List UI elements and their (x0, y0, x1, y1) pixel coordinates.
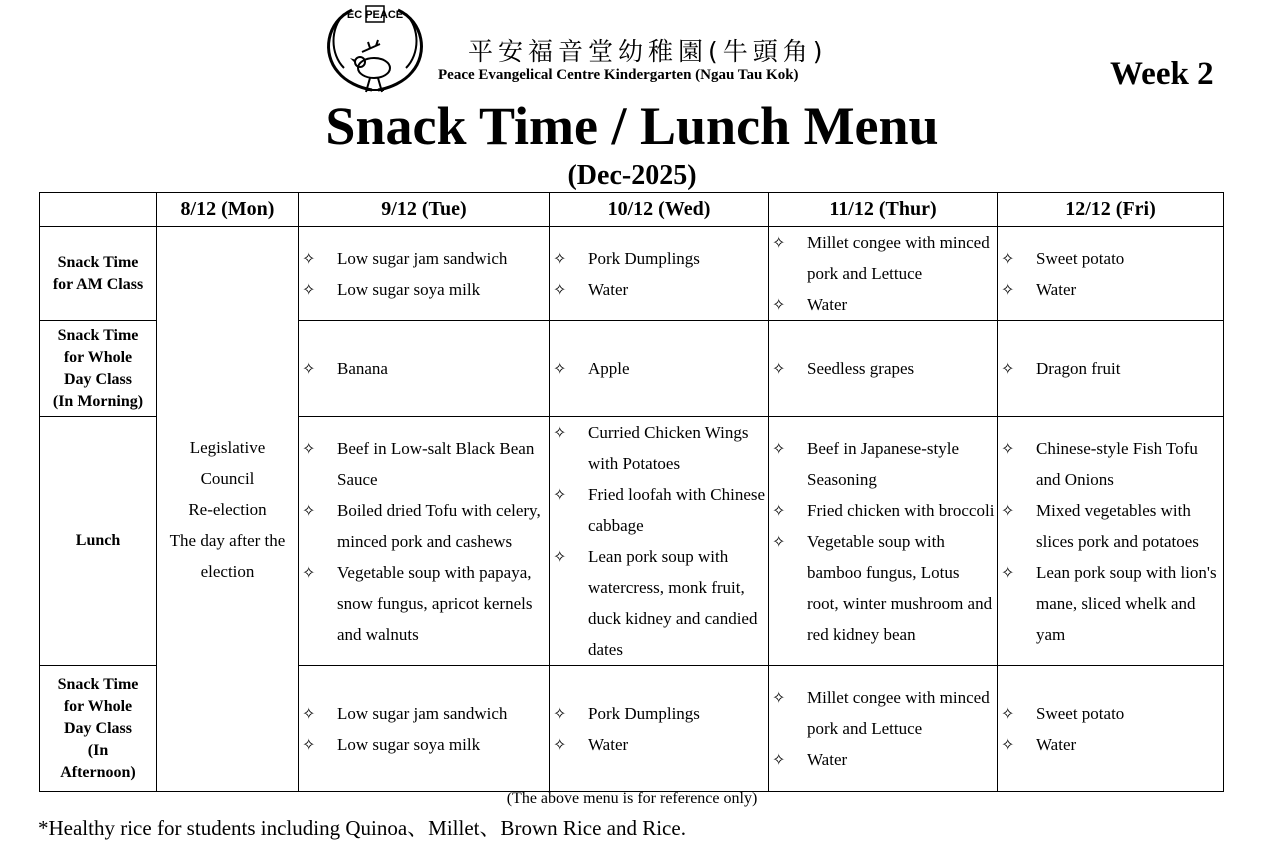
menu-item (299, 353, 549, 384)
day-header: 10/12 (Wed) (550, 193, 769, 227)
menu-item-text: Vegetable soup with bamboo fungus, Lotus root, winter mushroom and red kidney bean (807, 531, 993, 644)
menu-item (769, 433, 997, 495)
menu-item (550, 274, 768, 305)
menu-item-text: Low sugar jam sandwich (337, 703, 508, 723)
sparkle-bullet-icon: ✧ (553, 547, 567, 566)
sparkle-bullet-icon: ✧ (553, 423, 567, 442)
menu-cell (299, 321, 550, 417)
header-row (40, 193, 1224, 227)
menu-item-text: Apple (588, 359, 630, 378)
menu-item (998, 353, 1223, 384)
menu-item-text: Water (807, 750, 848, 769)
menu-cell (998, 417, 1224, 666)
menu-item-text: Water (588, 279, 629, 299)
label-line: Snack Time (57, 675, 139, 693)
sparkle-bullet-icon: ✧ (553, 703, 567, 723)
menu-item-text: Water (807, 295, 848, 314)
menu-item-text: Seedless grapes (807, 359, 915, 378)
menu-cell (550, 666, 769, 792)
menu-item-text: Curried Chicken Wings with Potatoes (588, 423, 749, 473)
menu-item (998, 433, 1223, 495)
page-title: Snack Time / Lunch Menu (325, 96, 939, 156)
menu-cell (998, 666, 1224, 792)
sparkle-bullet-icon: ✧ (302, 500, 316, 520)
menu-item-text: Water (588, 734, 629, 754)
sparkle-bullet-icon: ✧ (772, 295, 786, 314)
sparkle-bullet-icon: ✧ (553, 359, 567, 378)
sparkle-bullet-icon: ✧ (772, 750, 786, 769)
day-header: 9/12 (Tue) (299, 193, 550, 227)
menu-item (299, 433, 549, 495)
menu-item-text: Lean pork soup with watercress, monk fruit, duck kidney and candied dates (588, 547, 758, 659)
school-logo (322, 4, 428, 96)
menu-cell (769, 227, 998, 321)
label-line: (In Morning) (52, 392, 144, 410)
sparkle-bullet-icon: ✧ (302, 703, 316, 723)
sparkle-bullet-icon: ✧ (772, 233, 786, 252)
menu-item (998, 495, 1223, 557)
menu-table (39, 192, 1224, 792)
sparkle-bullet-icon: ✧ (1001, 734, 1015, 754)
menu-item (769, 744, 997, 775)
menu-item-list (299, 698, 549, 760)
row-label-whole-day-afternoon (40, 666, 157, 792)
menu-cell (998, 321, 1224, 417)
menu-item-text: Millet congee with minced pork and Lettuce (807, 688, 990, 738)
menu-item (998, 274, 1223, 305)
menu-item (550, 353, 768, 384)
day-header: 8/12 (Mon) (157, 193, 299, 227)
menu-item-text: Pork Dumplings (588, 248, 700, 268)
menu-item (998, 557, 1223, 650)
sparkle-bullet-icon: ✧ (1001, 438, 1015, 458)
menu-item (299, 243, 549, 274)
row-label-lunch (40, 417, 157, 666)
menu-cell (769, 417, 998, 666)
menu-item-list (998, 353, 1223, 384)
menu-item-list (769, 682, 997, 775)
menu-item-text: Fried chicken with broccoli (807, 500, 995, 520)
reference-note: (The above menu is for reference only) (506, 790, 758, 807)
sparkle-bullet-icon: ✧ (553, 734, 567, 754)
menu-item-text: Pork Dumplings (588, 703, 700, 723)
sparkle-bullet-icon: ✧ (553, 248, 567, 268)
sparkle-bullet-icon: ✧ (1001, 359, 1015, 378)
menu-item-list (550, 417, 768, 665)
menu-item-list (769, 227, 997, 320)
menu-item-list (299, 353, 549, 384)
sparkle-bullet-icon: ✧ (772, 500, 786, 520)
menu-month: (Dec-2025) (567, 160, 697, 191)
menu-item (769, 289, 997, 320)
menu-item-text: Low sugar soya milk (337, 734, 481, 754)
menu-cell (299, 227, 550, 321)
menu-item-text: Beef in Low-salt Black Bean Sauce (337, 438, 535, 489)
menu-item-text: Low sugar soya milk (337, 279, 481, 299)
am-snack-row (40, 227, 1224, 321)
menu-item-text: Banana (337, 359, 388, 378)
menu-item (769, 682, 997, 744)
label-line: Afternoon) (60, 763, 136, 781)
label-line: The day after the (169, 530, 286, 550)
menu-item (769, 353, 997, 384)
label-line: Snack Time (57, 253, 139, 271)
sparkle-bullet-icon: ✧ (553, 485, 567, 504)
menu-item-text: Dragon fruit (1036, 359, 1121, 378)
menu-item-text: Vegetable soup with papaya, snow fungus, apricot kernels and walnuts (337, 562, 533, 644)
logo-text: EC PEACE (346, 9, 404, 21)
row-label-whole-day-morning (40, 321, 157, 417)
label-line: Day Class (63, 370, 132, 388)
menu-item (299, 729, 549, 760)
sparkle-bullet-icon: ✧ (772, 438, 786, 458)
menu-item-list (769, 433, 997, 650)
label-line: for Whole (63, 697, 133, 715)
menu-cell (550, 227, 769, 321)
day-header: 11/12 (Thur) (769, 193, 998, 227)
menu-item (299, 698, 549, 729)
sparkle-bullet-icon: ✧ (302, 359, 316, 378)
menu-item (550, 698, 768, 729)
menu-item-text: Mixed vegetables with slices pork and potatoes (1036, 500, 1199, 551)
menu-item (299, 274, 549, 305)
menu-item (769, 495, 997, 526)
sparkle-bullet-icon: ✧ (302, 562, 316, 582)
menu-item (998, 729, 1223, 760)
menu-cell (769, 321, 998, 417)
week-label: Week 2 (1110, 56, 1214, 92)
menu-cell (998, 227, 1224, 321)
sparkle-bullet-icon: ✧ (772, 688, 786, 707)
menu-item (550, 417, 768, 479)
label-line: (In (87, 741, 109, 759)
menu-item-text: Millet congee with minced pork and Lettuce (807, 233, 990, 283)
menu-item-text: Boiled dried Tofu with celery, minced pork and cashews (337, 500, 541, 551)
menu-item (550, 479, 768, 541)
sparkle-bullet-icon: ✧ (1001, 500, 1015, 520)
menu-item-text: Beef in Japanese-style Seasoning (807, 438, 959, 489)
day-header: 12/12 (Fri) (998, 193, 1224, 227)
menu-item-text: Fried loofah with Chinese cabbage (588, 485, 766, 535)
menu-item (998, 698, 1223, 729)
menu-item (299, 495, 549, 557)
menu-item-list (769, 353, 997, 384)
menu-item-text: Water (1036, 279, 1077, 299)
menu-cell (299, 417, 550, 666)
menu-item (550, 729, 768, 760)
school-name-en: Peace Evangelical Centre Kindergarten (Ngau Tau Kok) (438, 67, 799, 83)
menu-item-list (550, 243, 768, 305)
menu-item (299, 557, 549, 650)
school-name-zh: 平安福音堂幼稚園(牛頭角) (468, 37, 828, 66)
monday-holiday-note (157, 227, 299, 792)
menu-item-list (998, 243, 1223, 305)
label-line: for Whole (63, 348, 133, 366)
menu-item (998, 243, 1223, 274)
menu-cell (550, 321, 769, 417)
sparkle-bullet-icon: ✧ (772, 359, 786, 378)
menu-item (769, 227, 997, 289)
label-line: for AM Class (52, 275, 144, 293)
menu-cell (769, 666, 998, 792)
sparkle-bullet-icon: ✧ (772, 531, 786, 551)
sparkle-bullet-icon: ✧ (1001, 562, 1015, 582)
menu-item-list (550, 353, 768, 384)
menu-item-list (998, 433, 1223, 650)
label-line: election (200, 561, 255, 581)
menu-item-text: Lean pork soup with lion's mane, sliced whelk and yam (1036, 562, 1217, 644)
menu-item (769, 526, 997, 650)
sparkle-bullet-icon: ✧ (302, 734, 316, 754)
menu-item-text: Low sugar jam sandwich (337, 248, 508, 268)
label-line: Re-election (188, 499, 267, 519)
menu-item-text: Chinese-style Fish Tofu and Onions (1036, 438, 1198, 489)
label-line: Snack Time (57, 326, 139, 344)
menu-item-text: Sweet potato (1036, 248, 1125, 268)
label-line: Council (200, 468, 255, 488)
menu-item-text: Water (1036, 734, 1077, 754)
menu-item-text: Sweet potato (1036, 703, 1125, 723)
label-line: Lunch (75, 532, 121, 549)
rice-footnote: *Healthy rice for students including Quinoa、Millet、Brown Rice and Rice. (38, 816, 686, 840)
sparkle-bullet-icon: ✧ (302, 438, 316, 458)
sparkle-bullet-icon: ✧ (553, 279, 567, 299)
menu-cell (550, 417, 769, 666)
sparkle-bullet-icon: ✧ (1001, 248, 1015, 268)
sparkle-bullet-icon: ✧ (302, 248, 316, 268)
menu-cell (299, 666, 550, 792)
menu-item (550, 541, 768, 665)
corner-cell (40, 193, 157, 227)
row-label-am-snack (40, 227, 157, 321)
menu-item-list (998, 698, 1223, 760)
label-line: Day Class (63, 719, 132, 737)
menu-item (550, 243, 768, 274)
sparkle-bullet-icon: ✧ (1001, 279, 1015, 299)
menu-item-list (299, 433, 549, 650)
label-line: Legislative (189, 437, 266, 457)
sparkle-bullet-icon: ✧ (1001, 703, 1015, 723)
sparkle-bullet-icon: ✧ (302, 279, 316, 299)
menu-item-list (299, 243, 549, 305)
menu-item-list (550, 698, 768, 760)
